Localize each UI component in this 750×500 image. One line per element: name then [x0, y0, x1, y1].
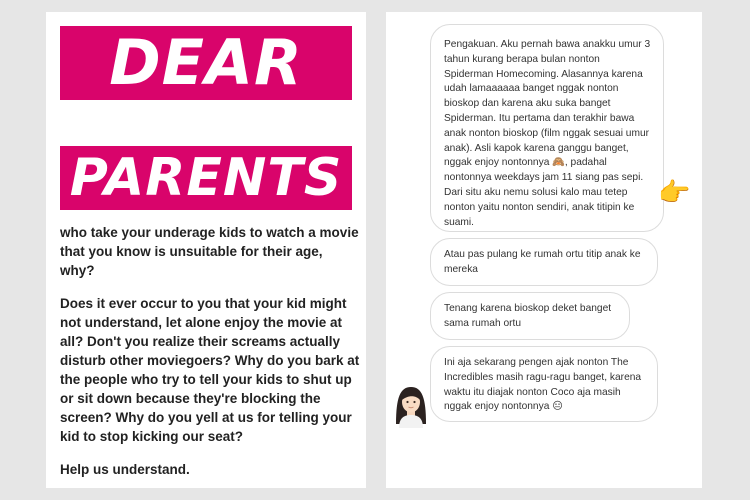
chat-bubble-1: [430, 24, 664, 232]
post-paragraph-2: Does it ever occur to you that your kid might not understand, let alone enjoy the movie at all? Don't you realize their screams actually disturb other moviegoers? Why do you bark at the people who try to tell your kids to shut up or sit down because they're blocking the screen? Why do you yell at us for telling your kid to stop kicking our seat?: [60, 296, 360, 444]
message-3-text: Tenang karena bioskop deket banget sama rumah ortu: [444, 303, 612, 329]
chat-bubble-3: [430, 292, 630, 340]
post-body: [60, 223, 360, 493]
message-2-text: Atau pas pulang ke rumah ortu titip anak ke mereka: [444, 249, 641, 275]
post-paragraph-1: who take your underage kids to watch a movie that you know is unsuitable for their age, why?: [60, 225, 359, 278]
chat-bubble-2: [430, 238, 658, 286]
expressionless-emoji-icon: 😑: [552, 401, 563, 413]
title-banner-parents: PARENTS: [60, 146, 352, 210]
post-paragraph-3: Help us understand.: [60, 462, 190, 477]
message-1-part-2: , padahal nontonnya weekdays jam 11 siang pas sepi. Dari situ aku nemu solusi kalo mau tetep nonton yaitu nonton sendiri, anak titipin ke suami.: [444, 157, 644, 228]
message-1-part-1: Pengakuan. Aku pernah bawa anakku umur 3 tahun kurang berapa bulan nonton Spiderman Homecoming. Alasannya karena udah lamaaaaaa banget nggak nonton bioskop dan karena aku suka banget Spiderman. Itu pertama dan terakhir bawa anak nonton bioskop (film nggak sesuai umur anak). Asli kapok karena ganggu banget, nggak enjoy nontonnya: [444, 39, 651, 169]
dear-parents-post: [46, 12, 366, 488]
chat-bubble-4: [430, 346, 658, 422]
chat-panel: [386, 12, 702, 488]
title-banner-dear: DEAR: [60, 26, 352, 100]
monkey-emoji-icon: 🙈: [552, 157, 565, 169]
pointing-hand-icon: 👉: [658, 178, 691, 208]
message-4-text: Ini aja sekarang pengen ajak nonton The Incredibles masih ragu-ragu banget, karena waktu itu diajak nonton Coco aja masih nggak enjoy nontonnya: [444, 357, 642, 413]
woman-emoji-icon: [394, 384, 428, 428]
